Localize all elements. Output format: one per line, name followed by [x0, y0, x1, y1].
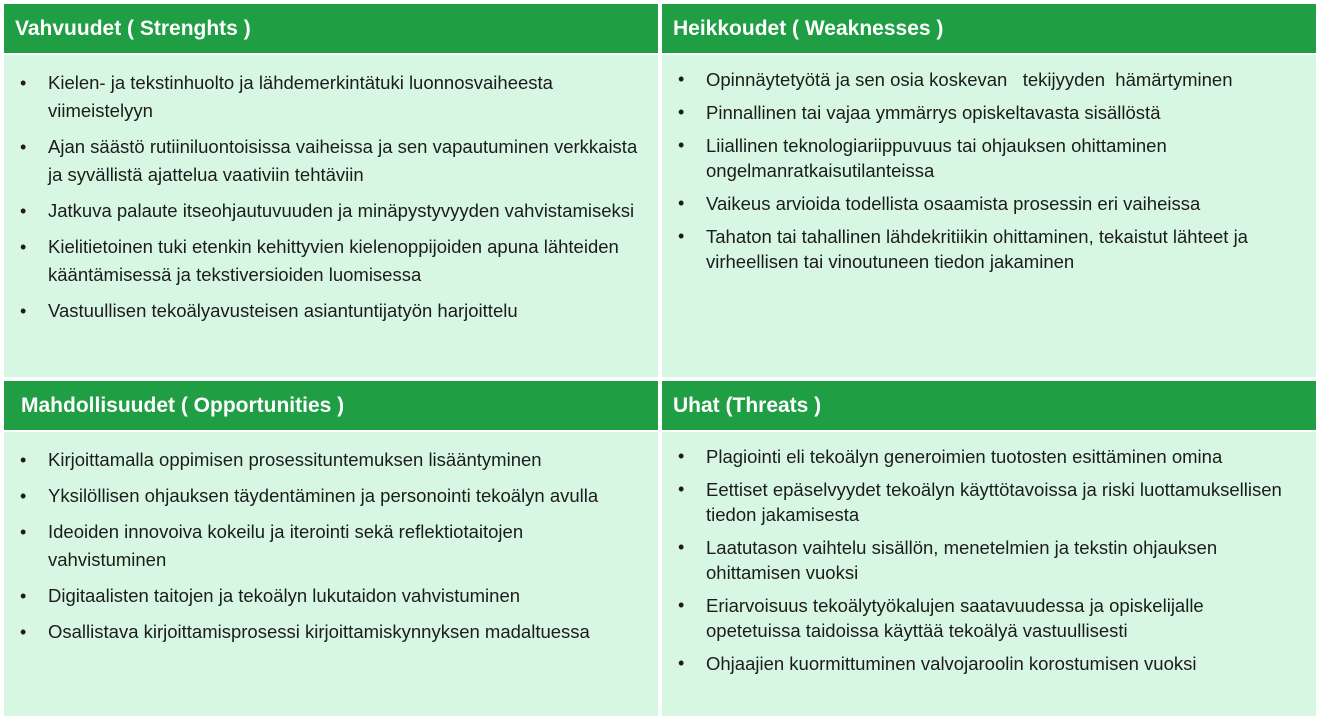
bullet-icon: •	[678, 653, 685, 673]
list-item-text: Ajan säästö rutiiniluontoisissa vaiheissa ja sen vapautuminen verkkaista ja syvällistä ajattelua vaativiin tehtäviin	[48, 136, 638, 185]
list-item-text: Laatutason vaihtelu sisällön, menetelmien ja tekstin ohjauksen ohittamisen vuoksi	[706, 537, 1218, 583]
strengths-header: Vahvuudet ( Strenghts )	[4, 4, 658, 53]
bullet-icon: •	[20, 486, 27, 506]
list-item-text: Digitaalisten taitojen ja tekoälyn lukutaidon vahvistuminen	[48, 585, 521, 606]
strengths-quadrant	[4, 4, 658, 377]
list-item	[20, 446, 644, 474]
list-item	[678, 535, 1302, 585]
bullet-icon: •	[678, 479, 685, 499]
opportunities-body	[4, 432, 658, 716]
strengths-list	[20, 69, 644, 325]
threats-body	[662, 432, 1316, 716]
bullet-icon: •	[678, 102, 685, 122]
list-item-text: Kielitietoinen tuki etenkin kehittyvien kielenoppijoiden apuna lähteiden kääntämisessä ja tekstiversioiden luomisessa	[48, 236, 619, 285]
list-item	[678, 477, 1302, 527]
list-item-text: Liiallinen teknologiariippuvuus tai ohjauksen ohittaminen ongelmanratkaisutilanteissa	[706, 135, 1167, 181]
list-item-text: Yksilöllisen ohjauksen täydentäminen ja personointi tekoälyn avulla	[48, 485, 599, 506]
bullet-icon: •	[20, 586, 27, 606]
list-item	[20, 69, 644, 125]
bullet-icon: •	[20, 622, 27, 642]
list-item-text: Osallistava kirjoittamisprosessi kirjoittamiskynnyksen madaltuessa	[48, 621, 590, 642]
list-item	[20, 518, 644, 574]
list-item-text: Eriarvoisuus tekoälytyökalujen saatavuudessa ja opiskelijalle opetetuissa taidoissa käyttää tekoälyä vastuullisesti	[706, 595, 1204, 641]
list-item	[678, 100, 1302, 125]
list-item-text: Kirjoittamalla oppimisen prosessituntemuksen lisääntyminen	[48, 449, 542, 470]
list-item	[678, 191, 1302, 216]
list-item	[678, 224, 1302, 274]
list-item	[20, 297, 644, 325]
opportunities-header: Mahdollisuudet ( Opportunities )	[4, 381, 658, 430]
list-item-text: Ideoiden innovoiva kokeilu ja iterointi sekä reflektiotaitojen vahvistuminen	[48, 521, 524, 570]
bullet-icon: •	[20, 201, 27, 221]
list-item	[678, 133, 1302, 183]
list-item-text: Vastuullisen tekoälyavusteisen asiantuntijatyön harjoittelu	[48, 300, 518, 321]
bullet-icon: •	[20, 450, 27, 470]
bullet-icon: •	[678, 446, 685, 466]
bullet-icon: •	[678, 193, 685, 213]
list-item	[678, 444, 1302, 469]
strengths-body	[4, 55, 658, 377]
list-item-text: Eettiset epäselvyydet tekoälyn käyttötavoissa ja riski luottamuksellisen tiedon jakamisesta	[706, 479, 1282, 525]
bullet-icon: •	[20, 73, 27, 93]
bullet-icon: •	[678, 537, 685, 557]
swot-table	[4, 4, 1316, 716]
list-item-text: Plagiointi eli tekoälyn generoimien tuotosten esittäminen omina	[706, 446, 1223, 467]
list-item-text: Jatkuva palaute itseohjautuvuuden ja minäpystyvyyden vahvistamiseksi	[48, 200, 635, 221]
weaknesses-header: Heikkoudet ( Weaknesses )	[662, 4, 1316, 53]
list-item	[20, 618, 644, 646]
list-item-text: Kielen- ja tekstinhuolto ja lähdemerkintätuki luonnosvaiheesta viimeistelyyn	[48, 72, 553, 121]
list-item-text: Tahaton tai tahallinen lähdekritiikin ohittaminen, tekaistut lähteet ja virheellisen tai vinoutuneen tiedon jakaminen	[706, 226, 1248, 272]
list-item	[20, 482, 644, 510]
weaknesses-quadrant	[662, 4, 1316, 377]
list-item	[20, 197, 644, 225]
list-item-text: Vaikeus arvioida todellista osaamista prosessin eri vaiheissa	[706, 193, 1201, 214]
list-item	[678, 593, 1302, 643]
weaknesses-body	[662, 55, 1316, 377]
list-item	[20, 582, 644, 610]
list-item-text: Opinnäytetyötä ja sen osia koskevan tekijyyden hämärtyminen	[706, 69, 1233, 90]
list-item	[20, 133, 644, 189]
bullet-icon: •	[20, 301, 27, 321]
list-item-text: Ohjaajien kuormittuminen valvojaroolin korostumisen vuoksi	[706, 653, 1197, 674]
list-item-text: Pinnallinen tai vajaa ymmärrys opiskeltavasta sisällöstä	[706, 102, 1161, 123]
list-item	[20, 233, 644, 289]
weaknesses-list	[678, 67, 1302, 274]
opportunities-quadrant	[4, 381, 658, 716]
threats-quadrant	[662, 381, 1316, 716]
opportunities-list	[20, 446, 644, 646]
bullet-icon: •	[678, 135, 685, 155]
bullet-icon: •	[678, 595, 685, 615]
bullet-icon: •	[678, 69, 685, 89]
list-item	[678, 651, 1302, 676]
bullet-icon: •	[20, 137, 27, 157]
list-item	[678, 67, 1302, 92]
bullet-icon: •	[20, 522, 27, 542]
threats-list	[678, 444, 1302, 676]
bullet-icon: •	[678, 226, 685, 246]
threats-header: Uhat (Threats )	[662, 381, 1316, 430]
bullet-icon: •	[20, 237, 27, 257]
